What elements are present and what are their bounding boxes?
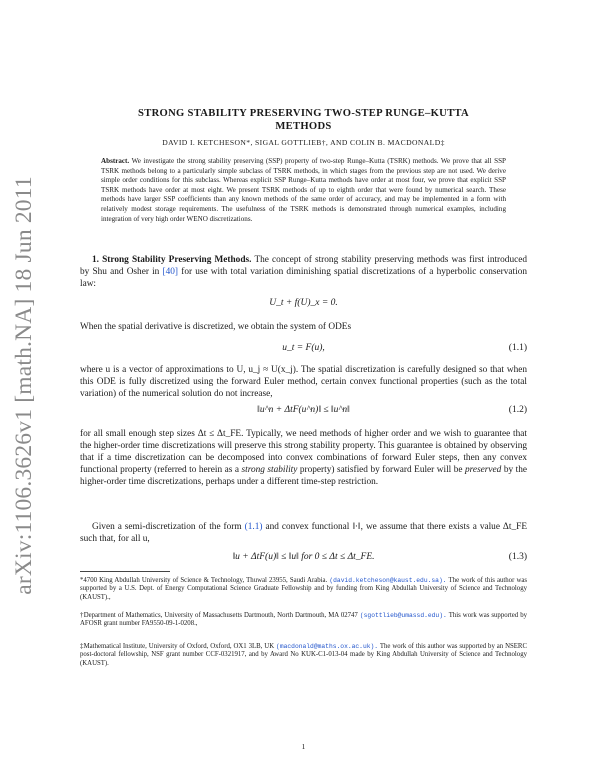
title-line-1: STRONG STABILITY PRESERVING TWO-STEP RUNGE–KUTTA	[138, 108, 469, 119]
footnote-2-email-link[interactable]: (sgottlieb@umassd.edu).	[359, 612, 447, 619]
footnote-3	[80, 643, 527, 668]
equation-1-3-number: (1.3)	[508, 552, 527, 562]
section-1-paragraph-5	[80, 521, 527, 545]
footnote-3-text-a: ‡Mathematical Institute, University of Oxford, Oxford, OX1 3LB, UK	[80, 643, 275, 650]
citation-40-link[interactable]: [40]	[162, 267, 179, 277]
equation-1-3-math: ‖u + ΔtF(u)‖ ≤ ‖u‖ for 0 ≤ Δt ≤ Δt_FE.	[232, 552, 375, 562]
p1-text-b: for use with total variation diminishing spatial discretizations of a hyperbolic conservation law:	[80, 267, 528, 289]
footnote-1-text-b: The work of this author was supported by a U.S. Dept. of Energy Computational Science Graduate Fellowship and by funding from King Abdullah University of Science and Technology (KAUST).,	[80, 577, 528, 601]
equation-conservation-math: U_t + f(U)_x = 0.	[269, 298, 338, 308]
section-1-paragraph-3: where u is a vector of approximations to U, u_j ≈ U(x_j). The spatial discretization is carefully designed so that when this ODE is fully discretized using the forward Euler method, certain convex functional properties (such as the total variation) of the numerical solution do not increase,	[80, 365, 527, 399]
abstract-label: Abstract.	[101, 157, 130, 165]
p4-text-a: for all small enough step sizes Δt ≤ Δt_FE. Typically, we need methods of higher order and we wish to guarantee that the higher-order time discretizations will preserve this strong stability property. This guarantee is obtained by observing that if a time discretization can be decomposed into convex combinations of forward Euler steps, then any convex functional property (referred to herein as a	[80, 429, 527, 475]
p4-emphasis-preserved: preserved	[465, 465, 502, 475]
p4-text-c: by the higher-order time discretizations, perhaps under a different time-step restriction.	[80, 465, 527, 487]
p5-text-b: and convex functional ‖·‖, we assume that there exists a value Δt_FE such that, for all u,	[80, 522, 527, 544]
footnote-3-email-link[interactable]: (macdonald@maths.ox.ac.uk).	[276, 643, 379, 650]
equation-1-1-link[interactable]: (1.1)	[244, 522, 263, 532]
p4-text-b: property) satisfied by forward Euler will be	[299, 465, 463, 475]
equation-1-1-number: (1.1)	[508, 343, 527, 353]
abstract-text: We investigate the strong stability preserving (SSP) property of two-step Runge–Kutta (TSRK) methods. We prove that all SSP TSRK methods belong to a particularly simple subclass of TSRK methods, in which stages from the previous step are not used. We derive simple order conditions for this subclass. Whereas explicit SSP Runge–Kutta methods have order at most four, we prove that explicit SSP TSRK methods have order at most eight. We present TSRK methods of up to eighth order that were found by numerical search. These methods have larger SSP coefficients than any known methods of the same order of accuracy, and may be implemented in a form with relatively modest storage requirements. The usefulness of the TSRK methods is demonstrated through numerical examples, including integration of very high order WENO discretizations.	[101, 157, 506, 223]
footnote-3-text-b: The work of this author was supported by an NSERC post-doctoral fellowship, NSF grant number CCF-0321917, and by Award No KUK-C1-013-04 made by King Abdullah University of Science and Technology (KAUST).	[80, 643, 528, 667]
paper-title	[80, 107, 527, 133]
footnote-rule	[80, 571, 170, 572]
equation-1-2-math: ‖u^n + ΔtF(u^n)‖ ≤ ‖u^n‖	[257, 405, 350, 415]
section-1-paragraph-2: When the spatial derivative is discretized, we obtain the system of ODEs	[80, 322, 352, 332]
footnote-1-email-link[interactable]: (david.ketcheson@kaust.edu.sa).	[329, 577, 447, 584]
arxiv-identifier: arXiv:1106.3626v1 [math.NA] 18 Jun 2011	[10, 175, 37, 595]
section-1-paragraph-4	[80, 428, 527, 488]
author-list: DAVID I. KETCHESON*, SIGAL GOTTLIEB†, AND COLIN B. MACDONALD‡	[162, 138, 445, 147]
equation-1-1-math: u_t = F(u),	[282, 343, 325, 353]
section-heading: 1. Strong Stability Preserving Methods.	[92, 255, 252, 265]
p1-text-a: The concept of strong stability preserving methods was first introduced by Shu and Osher in	[80, 255, 527, 277]
page-number: 1	[301, 742, 306, 751]
footnote-1	[80, 577, 527, 602]
footnote-2-text-b: This work was supported by AFOSR grant number FA9550-09-1-0208.,	[80, 612, 527, 628]
p4-emphasis-strong-stability: strong stability	[241, 465, 298, 475]
footnote-1-text-a: *4700 King Abdullah University of Science & Technology, Thuwal 23955, Saudi Arabia.	[80, 577, 328, 584]
footnote-2-text-a: †Department of Mathematics, University of Massachusetts Dartmouth, North Dartmouth, MA 02747	[80, 612, 358, 619]
arxiv-sidebar	[2, 150, 46, 620]
p5-text-a: Given a semi-discretization of the form	[92, 522, 242, 532]
abstract	[101, 157, 506, 224]
title-line-2: METHODS	[275, 121, 332, 132]
section-1-paragraph-1	[80, 254, 527, 290]
equation-1-2-number: (1.2)	[508, 405, 527, 415]
footnote-2	[80, 612, 527, 629]
